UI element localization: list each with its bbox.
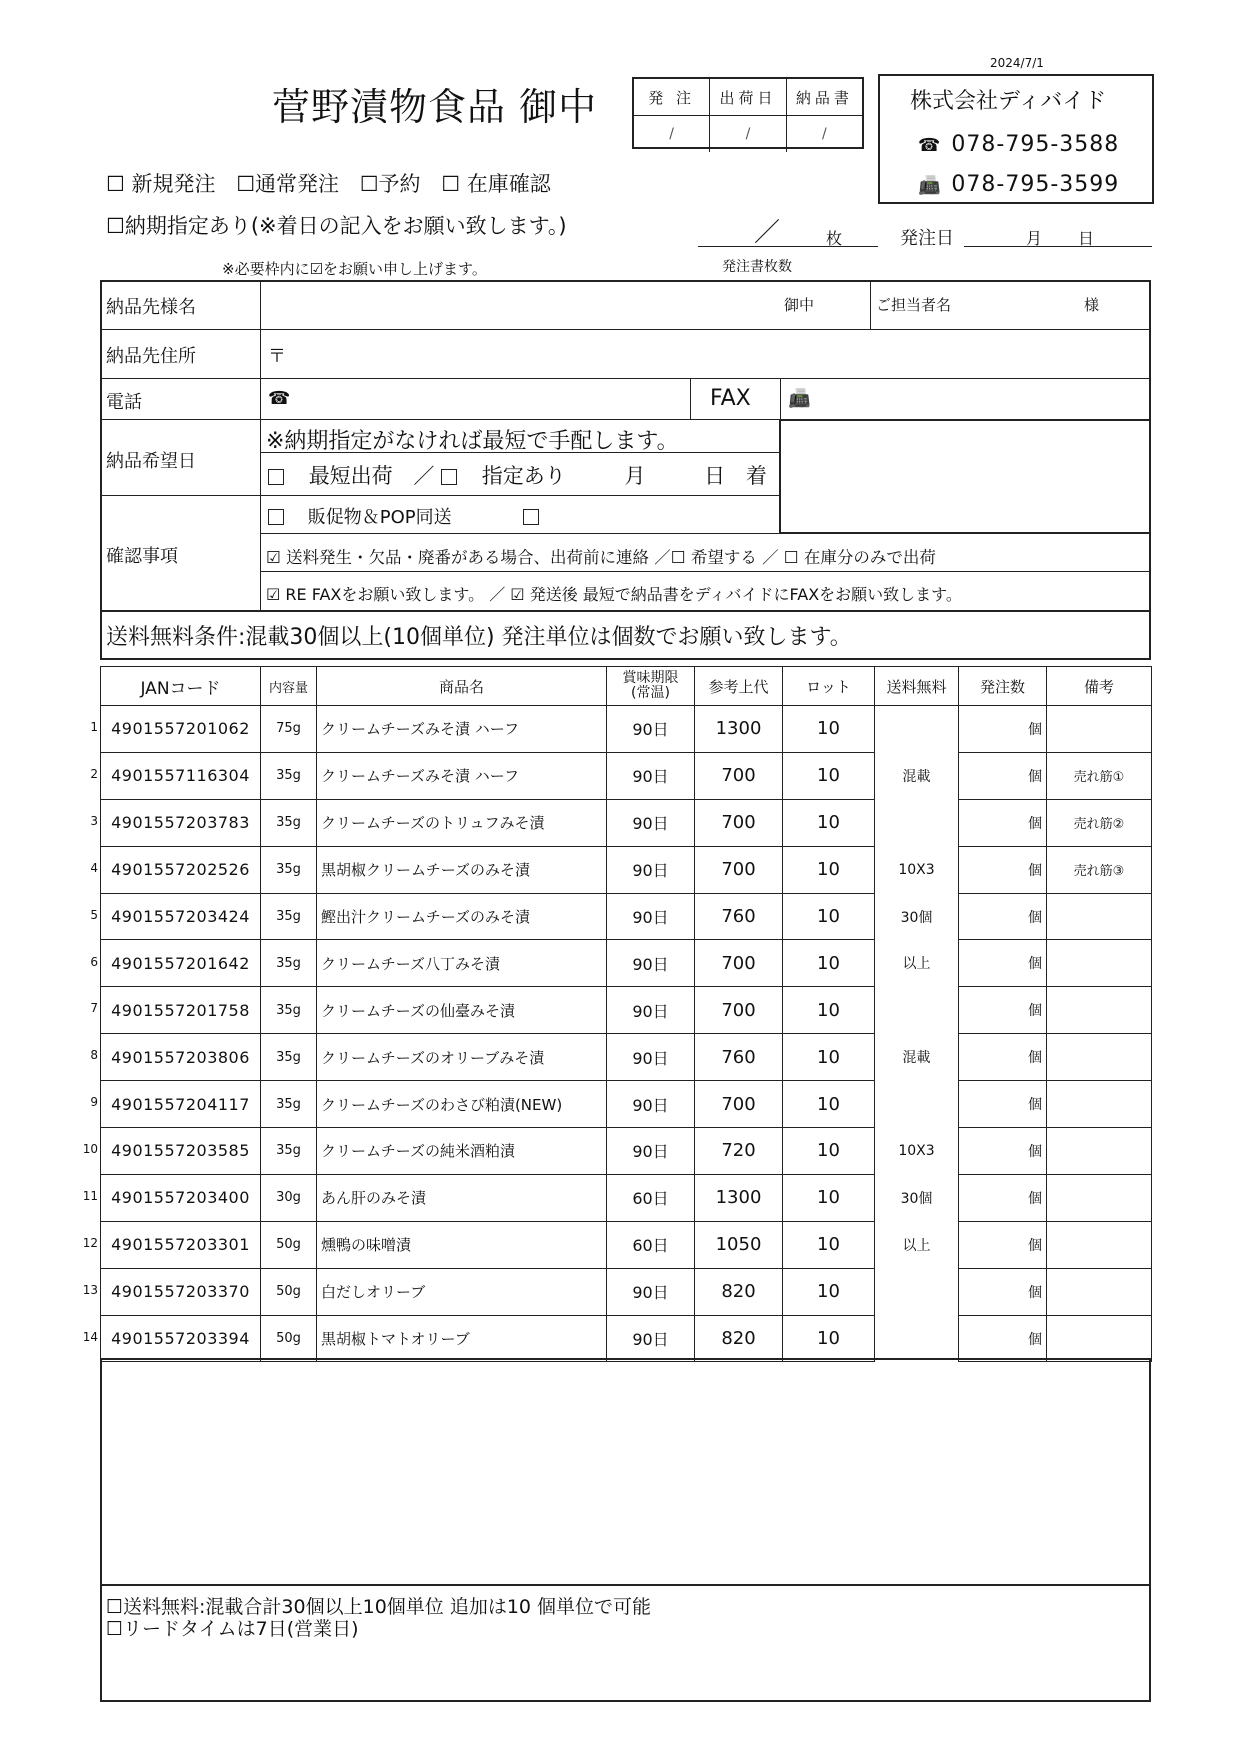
remarks-cell[interactable] bbox=[1047, 1221, 1152, 1268]
company-tel bbox=[918, 132, 1119, 157]
col-jan: JANコード bbox=[101, 667, 261, 706]
free-shipping-cell bbox=[875, 1315, 959, 1362]
product-name-cell: 白だしオリーブ bbox=[317, 1268, 607, 1315]
jan-cell: 4901557203585 bbox=[101, 1128, 261, 1175]
lot-cell: 10 bbox=[783, 1174, 875, 1221]
remarks-cell[interactable] bbox=[1047, 893, 1152, 940]
lot-cell: 10 bbox=[783, 846, 875, 893]
lot-cell: 10 bbox=[783, 1034, 875, 1081]
option-new-order[interactable]: ☐ 新規発注 bbox=[106, 172, 216, 196]
remarks-cell[interactable] bbox=[1047, 1315, 1152, 1362]
footer-note-2: ☐リードタイムは7日(営業日) bbox=[106, 1618, 359, 1640]
col-product: 商品名 bbox=[317, 667, 607, 706]
jan-cell: 4901557203400 bbox=[101, 1174, 261, 1221]
free-shipping-cell: 混載 bbox=[875, 1034, 959, 1081]
confirm-item-2[interactable]: ☑ 送料発生・欠品・廃番がある場合、出荷前に連絡 ／☐ 希望する ／ ☐ 在庫分のみで出荷 bbox=[266, 548, 936, 567]
delivery-note: ※納期指定がなければ最短で手配します。 bbox=[266, 429, 679, 454]
free-shipping-cell: 30個 bbox=[875, 893, 959, 940]
option-due-date[interactable]: ☐納期指定あり(※着日の記入をお願い致します。) bbox=[106, 214, 567, 238]
retail-price-cell: 700 bbox=[695, 987, 783, 1034]
address-label: 納品先住所 bbox=[106, 346, 196, 367]
contact-suffix: 様 bbox=[1084, 296, 1100, 314]
option-regular-order[interactable]: ☐通常発注 bbox=[236, 172, 340, 196]
shelf-life-cell: 90日 bbox=[607, 1315, 695, 1362]
promo-label: 販促物＆POP同送 bbox=[307, 507, 452, 528]
col-shelf-life: 賞味期限 (常温) bbox=[607, 667, 695, 706]
volume-cell: 35g bbox=[261, 799, 317, 846]
retail-price-cell: 760 bbox=[695, 1034, 783, 1081]
shelf-life-cell: 90日 bbox=[607, 752, 695, 799]
order-qty-cell[interactable]: 個 bbox=[959, 1221, 1047, 1268]
shelf-life-cell: 90日 bbox=[607, 799, 695, 846]
order-type-options bbox=[106, 168, 565, 198]
remarks-cell[interactable] bbox=[1047, 1081, 1152, 1128]
remarks-cell[interactable]: 売れ筋① bbox=[1047, 752, 1152, 799]
jan-cell: 4901557204117 bbox=[101, 1081, 261, 1128]
fax-label: FAX bbox=[710, 386, 751, 411]
addressee-title: 菅野漬物食品 御中 bbox=[272, 85, 598, 129]
row-number: 2 bbox=[90, 766, 98, 781]
free-shipping-cell bbox=[875, 987, 959, 1034]
free-shipping-cell: 混載 bbox=[875, 752, 959, 799]
table-row bbox=[101, 987, 1152, 1034]
lot-cell: 10 bbox=[783, 752, 875, 799]
jan-cell: 4901557203424 bbox=[101, 893, 261, 940]
option-reservation[interactable]: ☐予約 bbox=[359, 172, 421, 196]
order-date-field[interactable] bbox=[964, 218, 1152, 247]
delivery-options bbox=[268, 460, 767, 490]
remarks-cell[interactable]: 売れ筋③ bbox=[1047, 846, 1152, 893]
free-shipping-cell bbox=[875, 706, 959, 753]
company-fax-number: 078-795-3599 bbox=[951, 172, 1120, 197]
shelf-life-cell: 90日 bbox=[607, 940, 695, 987]
stamp-header-ship: 出荷日 bbox=[709, 79, 785, 115]
order-date-label: 発注日 bbox=[900, 228, 954, 249]
order-qty-cell[interactable]: 個 bbox=[959, 1315, 1047, 1362]
remarks-cell[interactable] bbox=[1047, 1128, 1152, 1175]
company-name: 株式会社ディバイド bbox=[910, 89, 1107, 114]
shelf-life-cell: 90日 bbox=[607, 1034, 695, 1081]
company-box bbox=[878, 74, 1154, 204]
col-free-shipping: 送料無料 bbox=[875, 667, 959, 706]
table-row bbox=[101, 1081, 1152, 1128]
footer-note-1: ☐送料無料:混載合計30個以上10個単位 追加は10 個単位で可能 bbox=[106, 1596, 652, 1618]
stamp-invoice-date[interactable]: / bbox=[786, 116, 862, 152]
product-name-cell: クリームチーズ八丁みそ漬 bbox=[317, 940, 607, 987]
volume-cell: 35g bbox=[261, 1034, 317, 1081]
specified-date-checkbox[interactable] bbox=[441, 469, 457, 485]
table-row bbox=[101, 799, 1152, 846]
shelf-life-cell: 60日 bbox=[607, 1174, 695, 1221]
lot-cell: 10 bbox=[783, 893, 875, 940]
lot-cell: 10 bbox=[783, 1221, 875, 1268]
row-number: 11 bbox=[82, 1189, 98, 1203]
free-shipping-cell bbox=[875, 1081, 959, 1128]
remarks-cell[interactable] bbox=[1047, 940, 1152, 987]
volume-cell: 35g bbox=[261, 1128, 317, 1175]
row-number: 10 bbox=[82, 1142, 98, 1157]
jan-cell: 4901557203783 bbox=[101, 799, 261, 846]
retail-price-cell: 700 bbox=[695, 1081, 783, 1128]
table-row bbox=[101, 752, 1152, 799]
free-shipping-cell: 10X3 bbox=[875, 846, 959, 893]
order-qty-cell[interactable]: 個 bbox=[959, 846, 1047, 893]
jan-cell: 4901557202526 bbox=[101, 846, 261, 893]
order-qty-cell[interactable]: 個 bbox=[959, 987, 1047, 1034]
product-name-cell: クリームチーズの純米酒粕漬 bbox=[317, 1128, 607, 1175]
product-name-cell: クリームチーズのわさび粕漬(NEW) bbox=[317, 1081, 607, 1128]
sheet-count-caption: 発注書枚数 bbox=[722, 259, 792, 275]
shelf-life-cell: 90日 bbox=[607, 1128, 695, 1175]
retail-price-cell: 700 bbox=[695, 799, 783, 846]
volume-cell: 35g bbox=[261, 846, 317, 893]
sheet-count-field[interactable] bbox=[698, 218, 878, 247]
free-shipping-cell: 以上 bbox=[875, 940, 959, 987]
order-qty-cell[interactable]: 個 bbox=[959, 1034, 1047, 1081]
product-name-cell: 燻鴨の味噌漬 bbox=[317, 1221, 607, 1268]
company-tel-number: 078-795-3588 bbox=[951, 132, 1120, 157]
product-name-cell: クリームチーズみそ漬 ハーフ bbox=[317, 706, 607, 753]
order-qty-cell[interactable]: 個 bbox=[959, 799, 1047, 846]
delivery-month: 月 bbox=[624, 464, 646, 488]
retail-price-cell: 720 bbox=[695, 1128, 783, 1175]
table-row bbox=[101, 706, 1152, 753]
delivery-remarks-box[interactable] bbox=[779, 419, 1151, 534]
contact-label: ご担当者名 bbox=[876, 296, 952, 314]
company-fax bbox=[918, 172, 1119, 197]
retail-price-cell: 700 bbox=[695, 752, 783, 799]
row-number: 3 bbox=[90, 813, 98, 828]
document-date: 2024/7/1 bbox=[990, 56, 1044, 70]
product-name-cell: クリームチーズのトリュフみそ漬 bbox=[317, 799, 607, 846]
table-row bbox=[101, 1174, 1152, 1221]
order-date-month: 月 bbox=[1026, 229, 1043, 248]
row-number: 13 bbox=[82, 1282, 98, 1297]
volume-cell: 50g bbox=[261, 1268, 317, 1315]
order-items-table bbox=[100, 666, 1152, 1362]
volume-cell: 75g bbox=[261, 706, 317, 753]
shelf-life-cell: 90日 bbox=[607, 893, 695, 940]
stamp-header-order: 発 注 bbox=[648, 88, 696, 107]
row-number: 5 bbox=[90, 907, 98, 922]
order-qty-cell[interactable]: 個 bbox=[959, 1081, 1047, 1128]
table-row bbox=[101, 1315, 1152, 1362]
sheet-count-unit: 枚 bbox=[826, 229, 843, 248]
volume-cell: 35g bbox=[261, 752, 317, 799]
order-qty-cell[interactable]: 個 bbox=[959, 752, 1047, 799]
shelf-life-cell: 90日 bbox=[607, 1268, 695, 1315]
delivery-separator: ／ bbox=[413, 464, 435, 488]
promo-checkbox[interactable] bbox=[268, 509, 284, 525]
notes-area[interactable] bbox=[100, 1358, 1151, 1702]
col-lot: ロット bbox=[783, 667, 875, 706]
lot-cell: 10 bbox=[783, 799, 875, 846]
volume-cell: 35g bbox=[261, 940, 317, 987]
stamp-order-date[interactable]: / bbox=[669, 126, 675, 142]
product-name-cell: 黒胡椒クリームチーズのみそ漬 bbox=[317, 846, 607, 893]
free-shipping-cell bbox=[875, 799, 959, 846]
fax-icon: 📠 bbox=[788, 388, 811, 409]
extra-checkbox[interactable] bbox=[523, 509, 539, 525]
shelf-life-cell: 90日 bbox=[607, 987, 695, 1034]
row-number: 14 bbox=[82, 1329, 98, 1344]
shelf-life-cell: 90日 bbox=[607, 846, 695, 893]
dest-name-label: 納品先様名 bbox=[106, 297, 196, 318]
row-number: 4 bbox=[90, 860, 98, 875]
row-number: 1 bbox=[90, 720, 98, 734]
jan-cell: 4901557201062 bbox=[101, 706, 261, 753]
retail-price-cell: 1300 bbox=[695, 706, 783, 753]
jan-cell: 4901557203806 bbox=[101, 1034, 261, 1081]
table-header-row bbox=[101, 667, 1152, 706]
option-stock-check[interactable]: ☐ 在庫確認 bbox=[441, 172, 551, 196]
free-shipping-cell: 10X3 bbox=[875, 1128, 959, 1175]
phone-icon: ☎ bbox=[918, 135, 942, 156]
lot-cell: 10 bbox=[783, 1268, 875, 1315]
phone-icon: ☎ bbox=[268, 388, 291, 409]
volume-cell: 30g bbox=[261, 1174, 317, 1221]
stamp-ship-date[interactable]: / bbox=[709, 116, 785, 152]
remarks-cell[interactable] bbox=[1047, 706, 1152, 753]
fast-ship-checkbox[interactable] bbox=[268, 469, 284, 485]
remarks-cell[interactable] bbox=[1047, 1034, 1152, 1081]
fax-icon: 📠 bbox=[918, 175, 942, 196]
shelf-life-cell: 90日 bbox=[607, 706, 695, 753]
table-row bbox=[101, 1128, 1152, 1175]
col-remarks: 備考 bbox=[1047, 667, 1152, 706]
product-name-cell: クリームチーズみそ漬 ハーフ bbox=[317, 752, 607, 799]
check-instruction: ※必要枠内に☑をお願い申し上げます。 bbox=[222, 260, 487, 278]
product-name-cell: クリームチーズの仙臺みそ漬 bbox=[317, 987, 607, 1034]
order-qty-cell[interactable]: 個 bbox=[959, 893, 1047, 940]
row-number: 8 bbox=[90, 1048, 98, 1063]
free-shipping-cell: 以上 bbox=[875, 1221, 959, 1268]
col-order-qty: 発注数 bbox=[959, 667, 1047, 706]
table-row bbox=[101, 893, 1152, 940]
retail-price-cell: 760 bbox=[695, 893, 783, 940]
product-name-cell: 鰹出汁クリームチーズのみそ漬 bbox=[317, 893, 607, 940]
order-qty-cell[interactable]: 個 bbox=[959, 1128, 1047, 1175]
retail-price-cell: 1050 bbox=[695, 1221, 783, 1268]
row-number: 6 bbox=[90, 954, 98, 969]
row-number: 9 bbox=[90, 1095, 98, 1110]
remarks-cell[interactable]: 売れ筋② bbox=[1047, 799, 1152, 846]
shelf-life-cell: 90日 bbox=[607, 1081, 695, 1128]
jan-cell: 4901557201758 bbox=[101, 987, 261, 1034]
phone-input[interactable] bbox=[292, 380, 687, 418]
jan-cell: 4901557201642 bbox=[101, 940, 261, 987]
dest-onchu: 御中 bbox=[784, 296, 815, 314]
retail-price-cell: 700 bbox=[695, 846, 783, 893]
fax-input[interactable] bbox=[812, 380, 1147, 418]
volume-cell: 35g bbox=[261, 893, 317, 940]
sheet-count-slash: ／ bbox=[754, 218, 781, 248]
stamp-header-invoice: 納品書 bbox=[786, 79, 862, 115]
product-name-cell: あん肝のみそ漬 bbox=[317, 1174, 607, 1221]
confirm-label: 確認事項 bbox=[106, 546, 178, 567]
table-row bbox=[101, 1034, 1152, 1081]
volume-cell: 35g bbox=[261, 987, 317, 1034]
row-number: 12 bbox=[82, 1235, 98, 1250]
specified-date-label: 指定あり bbox=[481, 464, 566, 488]
remarks-cell[interactable] bbox=[1047, 1174, 1152, 1221]
lot-cell: 10 bbox=[783, 1128, 875, 1175]
free-shipping-condition: 送料無料条件:混載30個以上(10個単位) 発注単位は個数でお願い致します。 bbox=[106, 625, 852, 650]
order-date-day: 日 bbox=[1078, 229, 1095, 248]
confirm-item-3[interactable]: ☑ RE FAXをお願い致します。 ／ ☑ 発送後 最短で納品書をディバイドにFAXをお願い致します。 bbox=[266, 585, 962, 604]
product-name-cell: 黒胡椒トマトオリーブ bbox=[317, 1315, 607, 1362]
order-qty-cell[interactable]: 個 bbox=[959, 706, 1047, 753]
col-retail-price: 参考上代 bbox=[695, 667, 783, 706]
shelf-life-cell: 60日 bbox=[607, 1221, 695, 1268]
order-qty-cell[interactable]: 個 bbox=[959, 1174, 1047, 1221]
order-qty-cell[interactable]: 個 bbox=[959, 940, 1047, 987]
free-shipping-cell: 30個 bbox=[875, 1174, 959, 1221]
remarks-cell[interactable] bbox=[1047, 987, 1152, 1034]
jan-cell: 4901557203394 bbox=[101, 1315, 261, 1362]
jan-cell: 4901557203370 bbox=[101, 1268, 261, 1315]
dest-name-input[interactable] bbox=[262, 282, 782, 328]
table-row bbox=[101, 1221, 1152, 1268]
table-row bbox=[101, 1268, 1152, 1315]
volume-cell: 50g bbox=[261, 1315, 317, 1362]
table-row bbox=[101, 940, 1152, 987]
table-row bbox=[101, 846, 1152, 893]
fast-ship-label: 最短出荷 bbox=[308, 464, 393, 488]
col-volume: 内容量 bbox=[261, 667, 317, 706]
retail-price-cell: 820 bbox=[695, 1268, 783, 1315]
lot-cell: 10 bbox=[783, 1315, 875, 1362]
retail-price-cell: 1300 bbox=[695, 1174, 783, 1221]
jan-cell: 4901557116304 bbox=[101, 752, 261, 799]
remarks-cell[interactable] bbox=[1047, 1268, 1152, 1315]
order-qty-cell[interactable]: 個 bbox=[959, 1268, 1047, 1315]
postal-icon: 〒 bbox=[268, 346, 286, 367]
phone-label: 電話 bbox=[106, 392, 142, 413]
volume-cell: 50g bbox=[261, 1221, 317, 1268]
product-name-cell: クリームチーズのオリーブみそ漬 bbox=[317, 1034, 607, 1081]
retail-price-cell: 820 bbox=[695, 1315, 783, 1362]
jan-cell: 4901557203301 bbox=[101, 1221, 261, 1268]
free-shipping-cell bbox=[875, 1268, 959, 1315]
row-number: 7 bbox=[90, 1001, 98, 1016]
lot-cell: 10 bbox=[783, 987, 875, 1034]
confirm-item-1 bbox=[268, 503, 539, 529]
delivery-arrive: 着 bbox=[745, 464, 767, 488]
lot-cell: 10 bbox=[783, 940, 875, 987]
retail-price-cell: 700 bbox=[695, 940, 783, 987]
lot-cell: 10 bbox=[783, 1081, 875, 1128]
lot-cell: 10 bbox=[783, 706, 875, 753]
volume-cell: 35g bbox=[261, 1081, 317, 1128]
address-input[interactable] bbox=[290, 331, 1140, 377]
delivery-day: 日 bbox=[704, 464, 726, 488]
delivery-date-label: 納品希望日 bbox=[106, 451, 196, 472]
stamp-box bbox=[632, 77, 864, 149]
